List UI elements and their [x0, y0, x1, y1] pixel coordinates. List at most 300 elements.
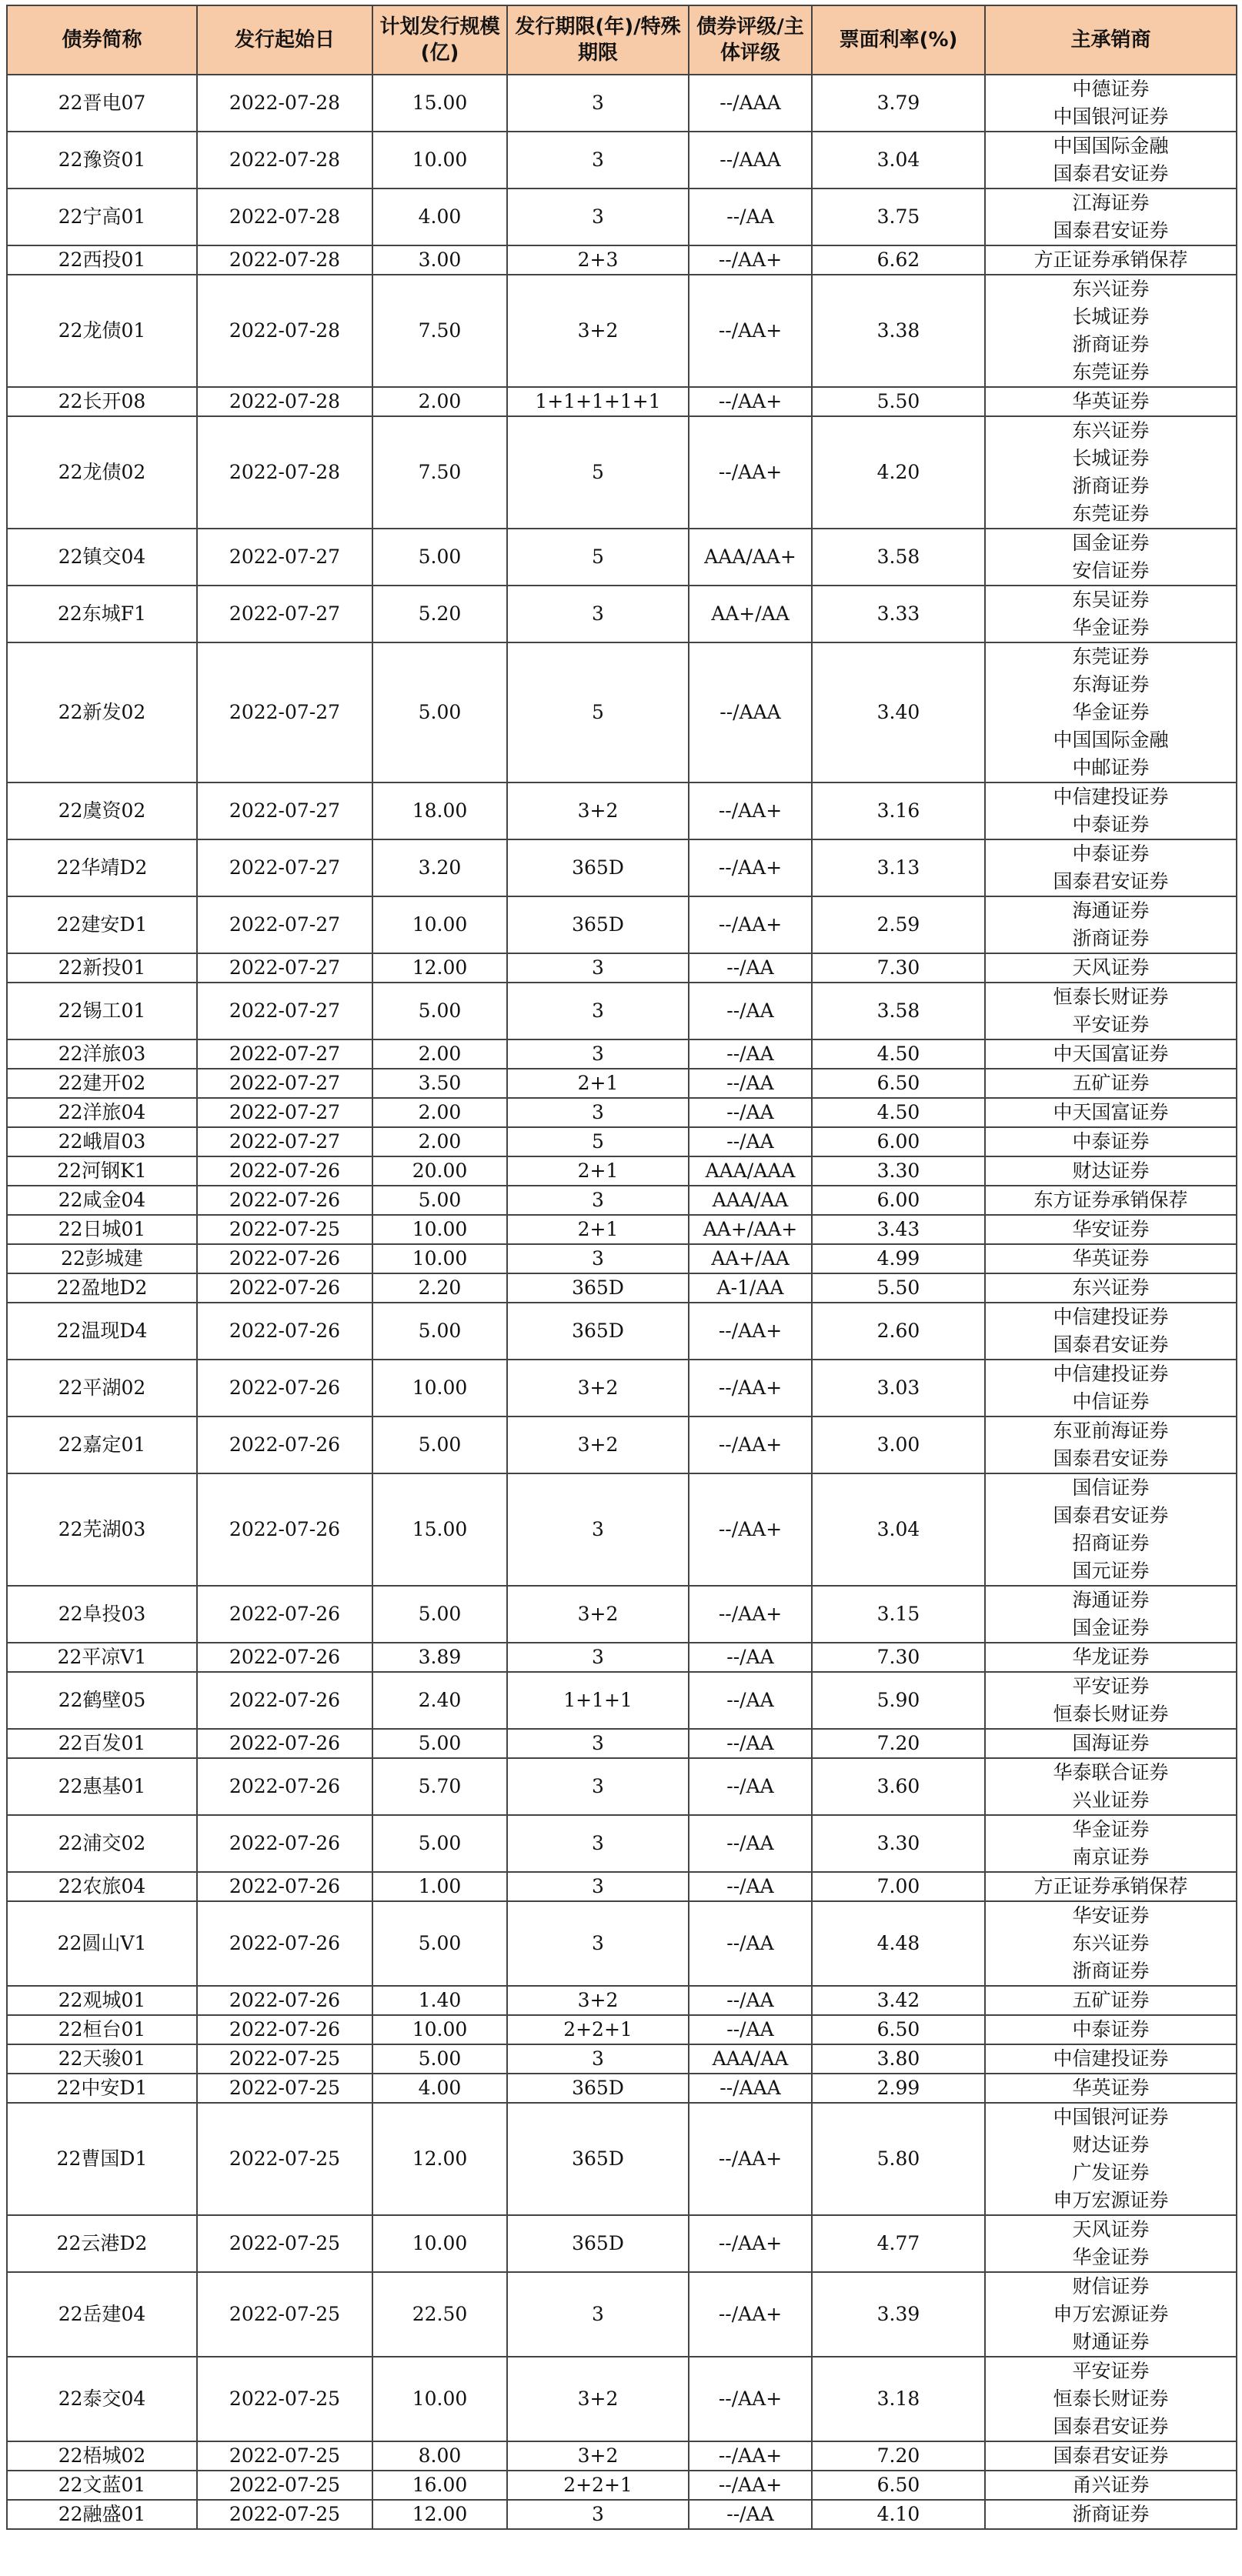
scale-cell: 5.00	[372, 529, 507, 586]
issue-date-cell: 2022-07-26	[197, 1186, 372, 1215]
table-row	[7, 189, 1237, 245]
underwriter-name: 五矿证券	[1072, 1072, 1150, 1094]
scale-cell: 16.00	[372, 2471, 507, 2500]
underwriter-name: 国泰君安证券	[1053, 870, 1169, 893]
underwriter-name: 兴业证券	[1072, 1789, 1150, 1811]
rating-cell: AAA/AAA	[689, 1156, 812, 1186]
underwriter-name: 中天国富证券	[1053, 1101, 1169, 1123]
term-cell: 3+2	[507, 1986, 689, 2015]
underwriter-cell	[985, 782, 1237, 839]
table-row	[7, 2015, 1237, 2044]
rating-cell: --/AA	[689, 1098, 812, 1127]
table-row	[7, 1244, 1237, 1273]
issue-date-cell: 2022-07-27	[197, 1039, 372, 1069]
scale-cell: 1.40	[372, 1986, 507, 2015]
scale-cell: 10.00	[372, 2357, 507, 2441]
underwriter-name: 国泰君安证券	[1053, 2444, 1169, 2467]
term-cell: 5	[507, 529, 689, 586]
underwriter-name: 东兴证券	[1072, 278, 1150, 300]
issue-date-cell: 2022-07-26	[197, 1156, 372, 1186]
underwriter-name: 财通证券	[1072, 2331, 1150, 2353]
issue-date-cell: 2022-07-28	[197, 75, 372, 132]
underwriter-name: 华英证券	[1072, 2077, 1150, 2099]
underwriter-cell	[985, 1758, 1237, 1815]
underwriter-cell	[985, 1098, 1237, 1127]
bond-name-cell: 22华靖D2	[7, 839, 197, 896]
issue-date-cell: 2022-07-26	[197, 1273, 372, 1303]
rating-cell: --/AA	[689, 1901, 812, 1986]
bond-name-cell: 22日城01	[7, 1215, 197, 1244]
bond-name-cell: 22圆山V1	[7, 1901, 197, 1986]
rating-cell: --/AA	[689, 1039, 812, 1069]
term-cell: 3+2	[507, 1360, 689, 1416]
scale-cell: 18.00	[372, 782, 507, 839]
bond-name-cell: 22河钢K1	[7, 1156, 197, 1186]
term-cell: 3+2	[507, 1586, 689, 1643]
scale-cell: 12.00	[372, 953, 507, 983]
bond-name-cell: 22泰交04	[7, 2357, 197, 2441]
coupon-rate-cell: 4.10	[812, 2500, 985, 2529]
issue-date-cell: 2022-07-25	[197, 2357, 372, 2441]
rating-cell: --/AA	[689, 1986, 812, 2015]
rating-cell: --/AA	[689, 1815, 812, 1872]
underwriter-cell	[985, 1156, 1237, 1186]
scale-cell: 10.00	[372, 1215, 507, 1244]
underwriter-name: 中泰证券	[1072, 1130, 1150, 1153]
issue-date-cell: 2022-07-26	[197, 1416, 372, 1473]
term-cell: 3	[507, 1039, 689, 1069]
bond-name-cell: 22阜投03	[7, 1586, 197, 1643]
issue-date-cell: 2022-07-26	[197, 1360, 372, 1416]
issue-date-cell: 2022-07-25	[197, 2471, 372, 2500]
underwriter-name: 南京证券	[1072, 1846, 1150, 1868]
term-cell: 2+1	[507, 1215, 689, 1244]
issue-date-cell: 2022-07-26	[197, 1586, 372, 1643]
underwriter-name: 中天国富证券	[1053, 1043, 1169, 1065]
scale-cell: 10.00	[372, 896, 507, 953]
table-row	[7, 387, 1237, 416]
term-cell: 3	[507, 1098, 689, 1127]
underwriter-name: 财信证券	[1072, 2275, 1150, 2297]
scale-cell: 5.00	[372, 642, 507, 782]
rating-cell: --/AA	[689, 983, 812, 1039]
term-cell: 365D	[507, 839, 689, 896]
term-cell: 365D	[507, 2103, 689, 2215]
coupon-rate-cell: 4.20	[812, 416, 985, 529]
underwriter-cell	[985, 642, 1237, 782]
rating-cell: AA+/AA	[689, 586, 812, 642]
underwriter-name: 江海证券	[1072, 192, 1150, 214]
coupon-rate-cell: 7.30	[812, 953, 985, 983]
underwriter-cell	[985, 245, 1237, 275]
underwriter-name: 华英证券	[1072, 1247, 1150, 1270]
table-row	[7, 245, 1237, 275]
underwriter-cell	[985, 189, 1237, 245]
table-row	[7, 2272, 1237, 2357]
rating-cell: --/AA	[689, 1729, 812, 1758]
issue-date-cell: 2022-07-27	[197, 983, 372, 1039]
coupon-rate-cell: 3.30	[812, 1815, 985, 1872]
coupon-rate-cell: 3.00	[812, 1416, 985, 1473]
underwriter-name: 国泰君安证券	[1053, 1504, 1169, 1527]
underwriter-name: 招商证券	[1072, 1532, 1150, 1554]
scale-cell: 5.00	[372, 1815, 507, 1872]
issue-date-cell: 2022-07-26	[197, 1672, 372, 1729]
scale-cell: 2.00	[372, 387, 507, 416]
table-row	[7, 1186, 1237, 1215]
rating-cell: --/AA	[689, 1127, 812, 1156]
underwriter-name: 华金证券	[1072, 2246, 1150, 2268]
underwriter-cell	[985, 1360, 1237, 1416]
term-cell: 5	[507, 416, 689, 529]
underwriter-name: 天风证券	[1072, 956, 1150, 979]
rating-cell: --/AAA	[689, 75, 812, 132]
rating-cell: --/AA	[689, 1872, 812, 1901]
underwriter-cell	[985, 2215, 1237, 2272]
underwriter-cell	[985, 1069, 1237, 1098]
issue-date-cell: 2022-07-27	[197, 839, 372, 896]
coupon-rate-cell: 6.00	[812, 1127, 985, 1156]
scale-cell: 3.20	[372, 839, 507, 896]
underwriter-cell	[985, 896, 1237, 953]
underwriter-name: 五矿证券	[1072, 1989, 1150, 2011]
coupon-rate-cell: 3.16	[812, 782, 985, 839]
coupon-rate-cell: 4.77	[812, 2215, 985, 2272]
rating-cell: --/AA+	[689, 2215, 812, 2272]
term-cell: 1+1+1	[507, 1672, 689, 1729]
underwriter-name: 广发证券	[1072, 2161, 1150, 2184]
underwriter-name: 方正证券承销保荐	[1033, 249, 1188, 271]
coupon-rate-cell: 3.39	[812, 2272, 985, 2357]
term-cell: 3	[507, 983, 689, 1039]
underwriter-cell	[985, 2500, 1237, 2529]
scale-cell: 5.00	[372, 1729, 507, 1758]
header-issue-date: 发行起始日	[197, 5, 372, 75]
rating-cell: --/AA+	[689, 275, 812, 387]
underwriter-name: 中泰证券	[1072, 843, 1150, 865]
term-cell: 3	[507, 1244, 689, 1273]
underwriter-name: 华金证券	[1072, 1818, 1150, 1840]
underwriter-name: 中信证券	[1072, 1390, 1150, 1413]
underwriter-cell	[985, 586, 1237, 642]
bond-name-cell: 22融盛01	[7, 2500, 197, 2529]
underwriter-name: 东莞证券	[1072, 502, 1150, 525]
rating-cell: --/AA	[689, 1643, 812, 1672]
term-cell: 3+2	[507, 2441, 689, 2471]
underwriter-name: 中信建投证券	[1053, 2047, 1169, 2070]
underwriter-name: 浙商证券	[1072, 475, 1150, 497]
issue-date-cell: 2022-07-25	[197, 2215, 372, 2272]
underwriter-name: 东兴证券	[1072, 1932, 1150, 1954]
coupon-rate-cell: 3.15	[812, 1586, 985, 1643]
scale-cell: 15.00	[372, 75, 507, 132]
scale-cell: 10.00	[372, 1360, 507, 1416]
table-row	[7, 1986, 1237, 2015]
underwriter-name: 中国国际金融	[1053, 729, 1169, 751]
table-row	[7, 1586, 1237, 1643]
coupon-rate-cell: 3.04	[812, 1473, 985, 1586]
underwriter-name: 申万宏源证券	[1053, 2189, 1169, 2211]
coupon-rate-cell: 3.79	[812, 75, 985, 132]
underwriter-name: 中国银河证券	[1053, 105, 1169, 128]
bond-name-cell: 22桓台01	[7, 2015, 197, 2044]
issue-date-cell: 2022-07-28	[197, 132, 372, 189]
underwriter-cell	[985, 132, 1237, 189]
underwriter-cell	[985, 1244, 1237, 1273]
term-cell: 3	[507, 2272, 689, 2357]
scale-cell: 10.00	[372, 2015, 507, 2044]
term-cell: 3+2	[507, 1416, 689, 1473]
underwriter-name: 东吴证券	[1072, 589, 1150, 611]
underwriter-name: 华龙证券	[1072, 1646, 1150, 1668]
underwriter-cell	[985, 2103, 1237, 2215]
underwriter-name: 中信建投证券	[1053, 1363, 1169, 1385]
underwriter-name: 长城证券	[1072, 447, 1150, 469]
underwriter-name: 方正证券承销保荐	[1033, 1875, 1188, 1897]
scale-cell: 10.00	[372, 2215, 507, 2272]
term-cell: 3	[507, 75, 689, 132]
issue-date-cell: 2022-07-26	[197, 1986, 372, 2015]
term-cell: 365D	[507, 896, 689, 953]
header-term: 发行期限(年)/特殊期限	[507, 5, 689, 75]
header-bond-name: 债券简称	[7, 5, 197, 75]
coupon-rate-cell: 5.50	[812, 1273, 985, 1303]
coupon-rate-cell: 4.48	[812, 1901, 985, 1986]
underwriter-name: 恒泰长财证券	[1053, 2387, 1169, 2410]
underwriter-cell	[985, 1672, 1237, 1729]
term-cell: 3+2	[507, 2357, 689, 2441]
bond-name-cell: 22建安D1	[7, 896, 197, 953]
issue-date-cell: 2022-07-26	[197, 1643, 372, 1672]
underwriter-name: 东兴证券	[1072, 419, 1150, 442]
underwriter-cell	[985, 416, 1237, 529]
term-cell: 3	[507, 2044, 689, 2074]
issue-date-cell: 2022-07-26	[197, 1244, 372, 1273]
scale-cell: 8.00	[372, 2441, 507, 2471]
rating-cell: --/AA	[689, 2500, 812, 2529]
underwriter-name: 财达证券	[1072, 1160, 1150, 1182]
scale-cell: 5.00	[372, 2044, 507, 2074]
term-cell: 1+1+1+1+1	[507, 387, 689, 416]
rating-cell: AAA/AA+	[689, 529, 812, 586]
table-row	[7, 1643, 1237, 1672]
underwriter-cell	[985, 1872, 1237, 1901]
coupon-rate-cell: 3.13	[812, 839, 985, 896]
issue-date-cell: 2022-07-25	[197, 2074, 372, 2103]
term-cell: 3	[507, 132, 689, 189]
bond-name-cell: 22浦交02	[7, 1815, 197, 1872]
underwriter-name: 国元证券	[1072, 1560, 1150, 1582]
term-cell: 2+2+1	[507, 2471, 689, 2500]
table-row	[7, 2074, 1237, 2103]
underwriter-cell	[985, 2015, 1237, 2044]
table-row	[7, 2103, 1237, 2215]
issue-date-cell: 2022-07-26	[197, 1729, 372, 1758]
underwriter-name: 东方证券承销保荐	[1033, 1189, 1188, 1211]
term-cell: 2+3	[507, 245, 689, 275]
table-row	[7, 275, 1237, 387]
underwriter-name: 华安证券	[1072, 1218, 1150, 1240]
table-row	[7, 2044, 1237, 2074]
rating-cell: A-1/AA	[689, 1273, 812, 1303]
rating-cell: --/AA+	[689, 416, 812, 529]
scale-cell: 2.40	[372, 1672, 507, 1729]
table-row	[7, 1872, 1237, 1901]
underwriter-name: 国金证券	[1072, 532, 1150, 554]
underwriter-name: 国海证券	[1072, 1732, 1150, 1754]
scale-cell: 3.50	[372, 1069, 507, 1098]
underwriter-cell	[985, 2471, 1237, 2500]
bond-name-cell: 22农旅04	[7, 1872, 197, 1901]
rating-cell: AA+/AA+	[689, 1215, 812, 1244]
table-row	[7, 2500, 1237, 2529]
bond-issuance-table	[6, 5, 1237, 2530]
bond-name-cell: 22东城F1	[7, 586, 197, 642]
scale-cell: 5.20	[372, 586, 507, 642]
issue-date-cell: 2022-07-27	[197, 1069, 372, 1098]
term-cell: 3	[507, 1643, 689, 1672]
bond-name-cell: 22洋旅03	[7, 1039, 197, 1069]
term-cell: 365D	[507, 2074, 689, 2103]
coupon-rate-cell: 3.43	[812, 1215, 985, 1244]
table-row	[7, 1416, 1237, 1473]
underwriter-name: 中泰证券	[1072, 2018, 1150, 2040]
underwriter-name: 华金证券	[1072, 701, 1150, 723]
underwriter-name: 中邮证券	[1072, 756, 1150, 779]
bond-name-cell: 22天骏01	[7, 2044, 197, 2074]
table-row	[7, 2441, 1237, 2471]
term-cell: 365D	[507, 2215, 689, 2272]
coupon-rate-cell: 3.58	[812, 529, 985, 586]
bond-name-cell: 22龙债02	[7, 416, 197, 529]
rating-cell: AA+/AA	[689, 1244, 812, 1273]
table-row	[7, 1758, 1237, 1815]
header-rating: 债券评级/主体评级	[689, 5, 812, 75]
issue-date-cell: 2022-07-25	[197, 2441, 372, 2471]
bond-name-cell: 22豫资01	[7, 132, 197, 189]
rating-cell: --/AA	[689, 953, 812, 983]
issue-date-cell: 2022-07-27	[197, 529, 372, 586]
coupon-rate-cell: 3.38	[812, 275, 985, 387]
bond-name-cell: 22曹国D1	[7, 2103, 197, 2215]
underwriter-cell	[985, 1901, 1237, 1986]
table-row	[7, 2471, 1237, 2500]
bond-name-cell: 22岳建04	[7, 2272, 197, 2357]
issue-date-cell: 2022-07-27	[197, 1127, 372, 1156]
term-cell: 3+2	[507, 275, 689, 387]
scale-cell: 20.00	[372, 1156, 507, 1186]
term-cell: 3	[507, 2500, 689, 2529]
underwriter-name: 财达证券	[1072, 2134, 1150, 2156]
underwriter-name: 东莞证券	[1072, 361, 1150, 383]
coupon-rate-cell: 3.33	[812, 586, 985, 642]
scale-cell: 5.00	[372, 1303, 507, 1360]
underwriter-cell	[985, 2357, 1237, 2441]
underwriter-cell	[985, 1416, 1237, 1473]
table-row	[7, 132, 1237, 189]
rating-cell: AAA/AA	[689, 2044, 812, 2074]
underwriter-name: 中信建投证券	[1053, 1306, 1169, 1328]
table-row	[7, 1156, 1237, 1186]
scale-cell: 5.00	[372, 983, 507, 1039]
table-row	[7, 1815, 1237, 1872]
table-row	[7, 1729, 1237, 1758]
underwriter-name: 国泰君安证券	[1053, 2415, 1169, 2438]
underwriter-cell	[985, 1186, 1237, 1215]
bond-name-cell: 22咸金04	[7, 1186, 197, 1215]
scale-cell: 5.00	[372, 1416, 507, 1473]
coupon-rate-cell: 7.30	[812, 1643, 985, 1672]
scale-cell: 5.00	[372, 1586, 507, 1643]
term-cell: 3	[507, 1186, 689, 1215]
underwriter-name: 浙商证券	[1072, 333, 1150, 355]
coupon-rate-cell: 2.60	[812, 1303, 985, 1360]
bond-name-cell: 22新发02	[7, 642, 197, 782]
header-coupon-rate: 票面利率(%)	[812, 5, 985, 75]
bond-name-cell: 22晋电07	[7, 75, 197, 132]
issue-date-cell: 2022-07-26	[197, 1303, 372, 1360]
bond-name-cell: 22彭城建	[7, 1244, 197, 1273]
underwriter-name: 浙商证券	[1072, 927, 1150, 949]
coupon-rate-cell: 2.59	[812, 896, 985, 953]
issue-date-cell: 2022-07-26	[197, 1758, 372, 1815]
bond-name-cell: 22西投01	[7, 245, 197, 275]
scale-cell: 15.00	[372, 1473, 507, 1586]
coupon-rate-cell: 7.00	[812, 1872, 985, 1901]
table-row	[7, 1672, 1237, 1729]
bond-name-cell: 22观城01	[7, 1986, 197, 2015]
issue-date-cell: 2022-07-26	[197, 2015, 372, 2044]
scale-cell: 2.00	[372, 1039, 507, 1069]
coupon-rate-cell: 6.00	[812, 1186, 985, 1215]
coupon-rate-cell: 3.80	[812, 2044, 985, 2074]
bond-name-cell: 22虞资02	[7, 782, 197, 839]
scale-cell: 3.00	[372, 245, 507, 275]
underwriter-name: 中泰证券	[1072, 813, 1150, 836]
bond-name-cell: 22宁高01	[7, 189, 197, 245]
table-body	[7, 75, 1237, 2529]
scale-cell: 7.50	[372, 416, 507, 529]
issue-date-cell: 2022-07-26	[197, 1473, 372, 1586]
issue-date-cell: 2022-07-26	[197, 1872, 372, 1901]
underwriter-cell	[985, 953, 1237, 983]
underwriter-cell	[985, 1303, 1237, 1360]
rating-cell: --/AA+	[689, 1303, 812, 1360]
issue-date-cell: 2022-07-27	[197, 782, 372, 839]
issue-date-cell: 2022-07-27	[197, 953, 372, 983]
coupon-rate-cell: 5.90	[812, 1672, 985, 1729]
table-row	[7, 586, 1237, 642]
term-cell: 3	[507, 1473, 689, 1586]
rating-cell: --/AA+	[689, 1360, 812, 1416]
bond-name-cell: 22锡工01	[7, 983, 197, 1039]
term-cell: 365D	[507, 1303, 689, 1360]
term-cell: 5	[507, 1127, 689, 1156]
scale-cell: 10.00	[372, 1244, 507, 1273]
scale-cell: 1.00	[372, 1872, 507, 1901]
term-cell: 5	[507, 642, 689, 782]
coupon-rate-cell: 3.18	[812, 2357, 985, 2441]
bond-name-cell: 22鹤壁05	[7, 1672, 197, 1729]
underwriter-cell	[985, 1127, 1237, 1156]
table-row	[7, 1273, 1237, 1303]
underwriter-cell	[985, 529, 1237, 586]
issue-date-cell: 2022-07-27	[197, 1098, 372, 1127]
bond-name-cell: 22峨眉03	[7, 1127, 197, 1156]
scale-cell: 2.20	[372, 1273, 507, 1303]
issue-date-cell: 2022-07-28	[197, 189, 372, 245]
table-row	[7, 642, 1237, 782]
